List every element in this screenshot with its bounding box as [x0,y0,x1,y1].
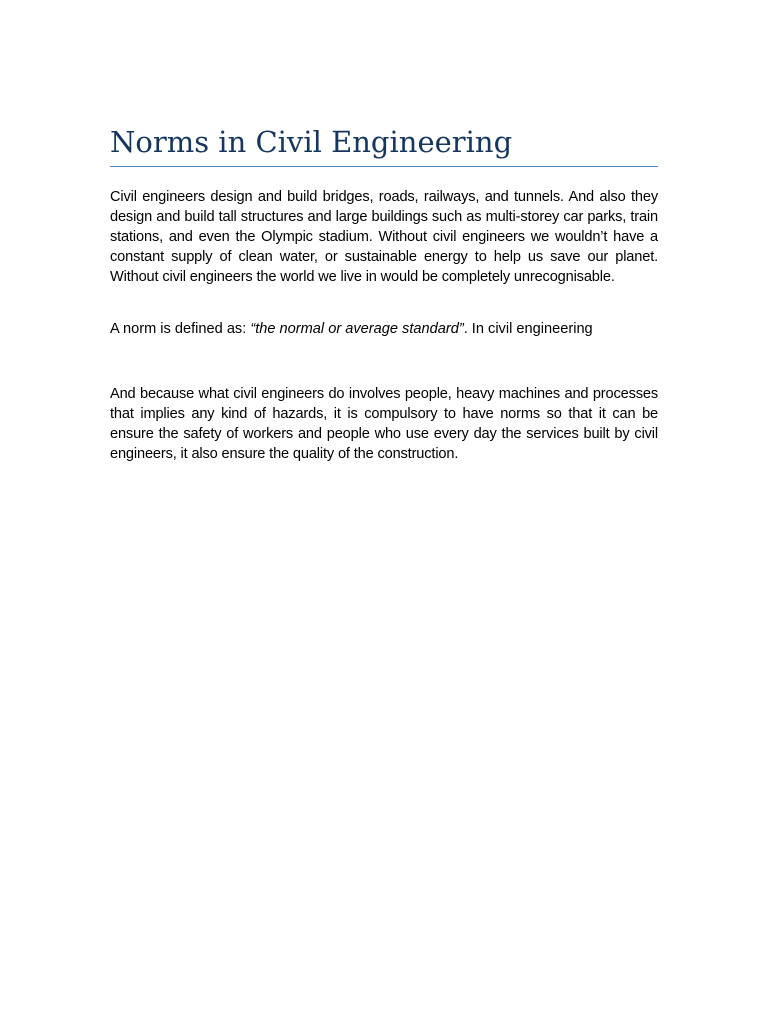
definition-lead: A norm is defined as: [110,321,251,337]
document-title: Norms in Civil Engineering [110,125,513,159]
definition-quote: “the normal or average standard” [250,321,464,337]
title-underline [110,166,658,167]
paragraph-safety: And because what civil engineers do involves people, heavy machines and processes that implies any kind of hazards, it is compulsory to have norms so that it can be ensure the safety of workers and people who use every day the services built by civil engineers, it also ensure the quality of the construction. [110,386,658,462]
definition-tail: . In civil engineering [463,321,593,337]
paragraph-norm-definition [110,319,658,339]
paragraph-intro: Civil engineers design and build bridges, roads, railways, and tunnels. And also they design and build tall structures and large buildings such as multi-storey car parks, train stations, and even the Olympic stadium. Without civil engineers we wouldn’t have a constant supply of clean water, or sustainable energy to help us save our planet. Without civil engineers the world we live in would be completely unrecognisable. [110,189,658,285]
